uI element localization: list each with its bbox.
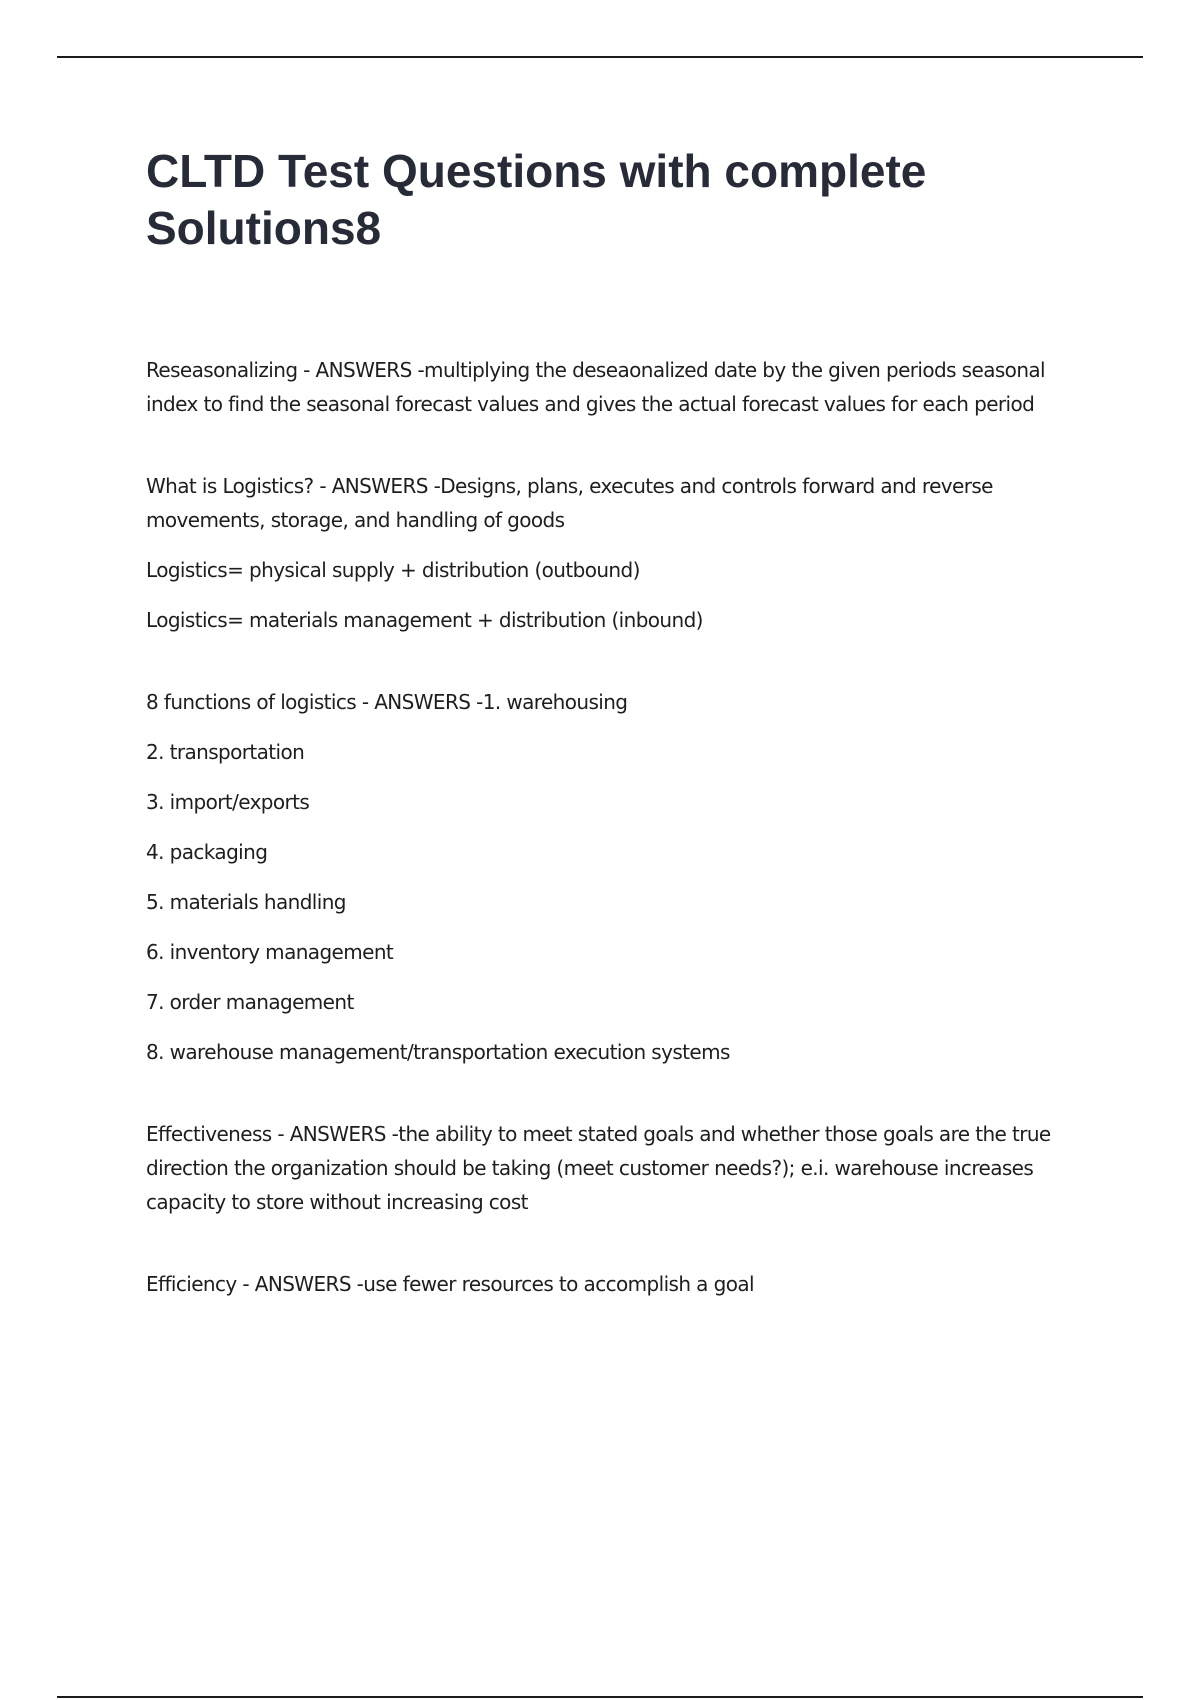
qa-text: Logistics= materials management + distribution (inbound) [146, 608, 703, 632]
top-rule [57, 56, 1143, 58]
qa-entry-effectiveness [146, 1117, 1086, 1219]
list-item: 6. inventory management [146, 940, 394, 964]
qa-text: Logistics= physical supply + distribution (outbound) [146, 558, 640, 582]
qa-text: Effectiveness - ANSWERS -the ability to meet stated goals and whether those goals are the true direction the organization should be taking (meet customer needs?); e.i. warehouse increases capacity to store without increasing cost [146, 1122, 1051, 1214]
list-item: 5. materials handling [146, 890, 346, 914]
qa-entry-logistics [146, 469, 1086, 637]
qa-entry-efficiency [146, 1267, 1086, 1301]
list-item: 7. order management [146, 990, 354, 1014]
qa-text: Efficiency - ANSWERS -use fewer resources to accomplish a goal [146, 1272, 754, 1296]
qa-text: What is Logistics? - ANSWERS -Designs, plans, executes and controls forward and reverse movements, storage, and handling of goods [146, 474, 993, 532]
qa-list [146, 353, 1086, 1301]
list-item: 8. warehouse management/transportation execution systems [146, 1040, 730, 1064]
list-item: 3. import/exports [146, 790, 310, 814]
qa-entry-functions [146, 685, 1086, 1069]
bottom-rule [57, 1696, 1143, 1698]
list-item: 4. packaging [146, 840, 268, 864]
qa-entry-reseasonalizing [146, 353, 1086, 421]
list-item: 2. transportation [146, 740, 305, 764]
document-title: CLTD Test Questions with complete Solutions8 [146, 145, 927, 254]
qa-text: 8 functions of logistics - ANSWERS -1. warehousing [146, 690, 628, 714]
qa-text: Reseasonalizing - ANSWERS -multiplying the deseaonalized date by the given periods seasonal index to find the seasonal forecast values and gives the actual forecast values for each period [146, 358, 1046, 416]
document-body [146, 143, 1086, 1349]
